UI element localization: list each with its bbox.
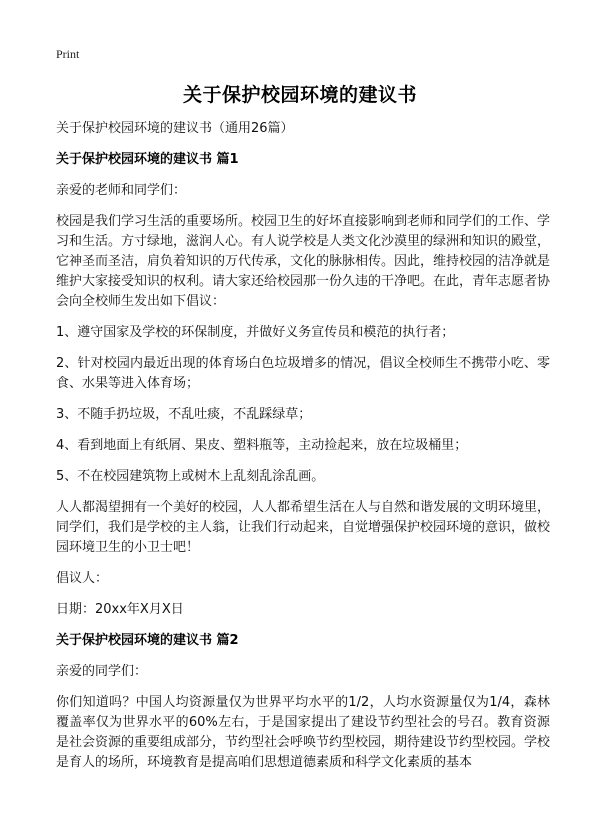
proposal-item-5: 5、不在校园建筑物上或树木上乱刻乱涂乱画。 <box>56 469 325 484</box>
body-paragraph: 校园是我们学习生活的重要场所。校园卫生的好坏直接影响到老师和同学们的工作、学习和生活。方寸绿地，滋润人心。有人说学校是人类文化沙漠里的绿洲和知识的殿堂，它神圣而圣洁，肩负着知识的万代传承，文化的脉脉相传。因此，维持校园的洁净就是维护大家接受知识的权利。请大家还给校园那一份久违的干净吧。在此，青年志愿者协会向全校师生发出如下倡议： <box>56 214 551 309</box>
document-body <box>56 119 550 784</box>
body-paragraph-2: 你们知道吗？中国人均资源量仅为世界平均水平的1/2，人均水资源量仅为1/4，森林覆盖率仅为世界水平的60%左右，于是国家提出了建设节约型社会的号召。教育资源是社会资源的重要组成部分，节约型社会呼唤节约型校园，期待建设节约型校园。学校是育人的场所，环境教育是提高咱们思想道德素质和科学文化素质的基本 <box>56 695 551 770</box>
proposal-item-1: 1、遵守国家及学校的环保制度，并做好义务宣传员和模范的执行者； <box>56 325 455 340</box>
date-line: 日期：20xx年X月X日 <box>56 602 184 617</box>
print-link[interactable]: Print <box>56 47 80 61</box>
document-title: 关于保护校园环境的建议书 <box>182 84 417 106</box>
section-heading-1: 关于保护校园环境的建议书 篇1 <box>56 152 239 167</box>
salutation-2: 亲爱的同学们： <box>56 664 148 679</box>
proposal-item-2: 2、针对校园内最近出现的体育场白色垃圾增多的情况，倡议全校师生不携带小吃、零食、水果等进入体育场； <box>56 356 550 391</box>
proposal-item-3: 3、不随手扔垃圾，不乱吐痰，不乱踩绿草； <box>56 407 312 422</box>
salutation-1: 亲爱的老师和同学们： <box>56 183 187 198</box>
proposal-item-4: 4、看到地面上有纸屑、果皮、塑料瓶等，主动捡起来，放在垃圾桶里； <box>56 438 468 453</box>
closing-paragraph: 人人都渴望拥有一个美好的校园，人人都希望生活在人与自然和谐发展的文明环境里，同学们，我们是学校的主人翁，让我们行动起来，自觉增强保护校园环境的意识，做校园环境卫生的小卫士吧！ <box>56 500 551 555</box>
document-subtitle: 关于保护校园环境的建议书（通用26篇） <box>56 121 294 136</box>
section-heading-2: 关于保护校园环境的建议书 篇2 <box>56 633 239 648</box>
proposer-line: 倡议人： <box>56 571 109 586</box>
